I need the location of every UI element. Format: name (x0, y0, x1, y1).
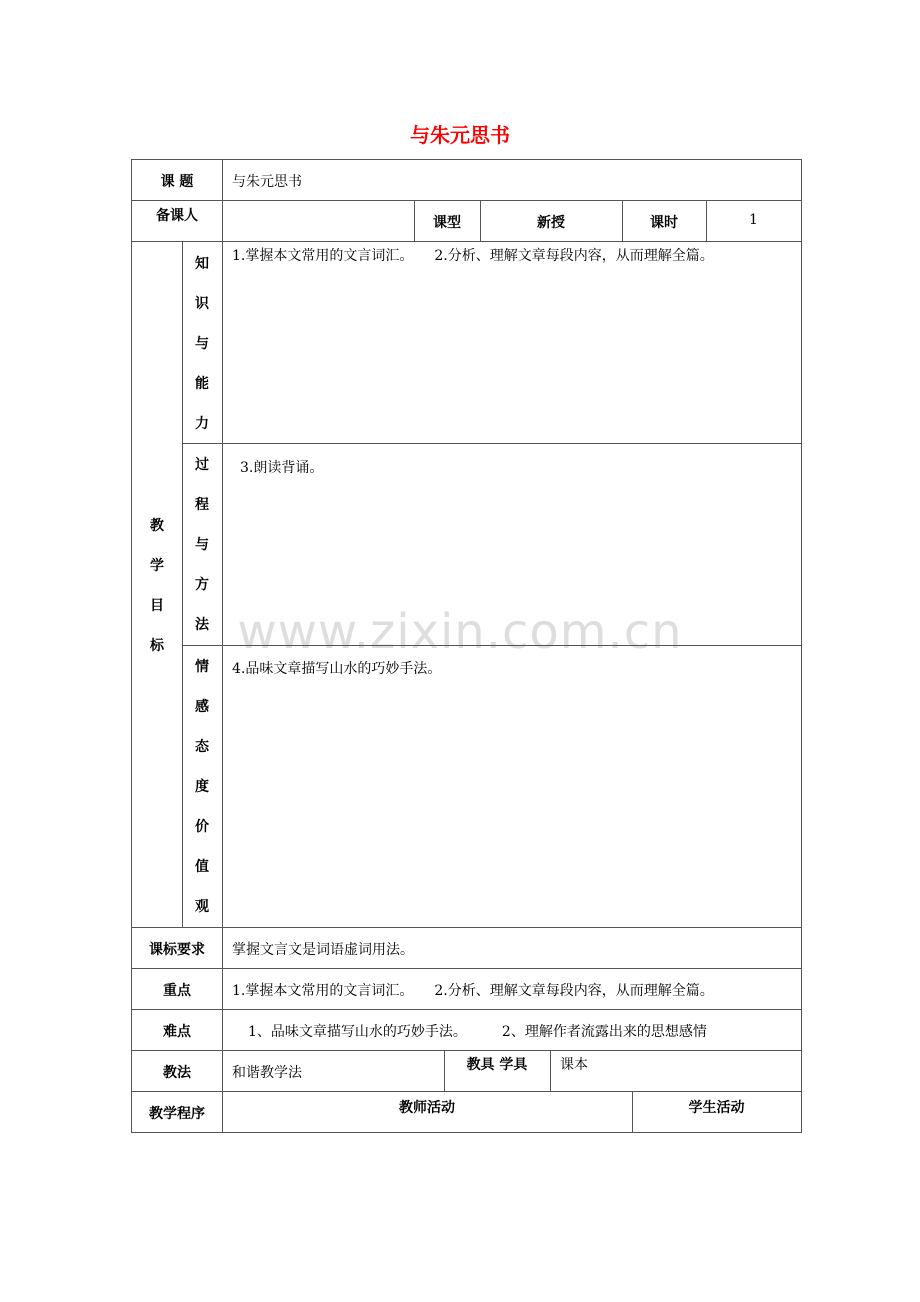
method-row (131, 1050, 802, 1092)
document-title: 与朱元思书 (410, 123, 510, 147)
difficulty-label: 难点 (163, 1024, 191, 1040)
topic-value: 与朱元思书 (232, 174, 302, 190)
procedure-label: 教学程序 (149, 1106, 205, 1122)
emotion-value: 4.品味文章描写山水的巧妙手法。 (232, 661, 442, 677)
hours-label: 课时 (650, 215, 678, 231)
method-label: 教法 (163, 1065, 191, 1081)
tools-label: 教具 学具 (466, 1057, 528, 1073)
topic-label: 课 题 (160, 174, 194, 190)
procedure-row (131, 1091, 802, 1133)
emotion-label: 情 感 态 度 价 值 观 (195, 659, 209, 915)
difficulty-value: 1、品味文章描写山水的巧妙手法。 2、理解作者流露出来的思想感情 (248, 1024, 707, 1040)
process-label: 过 程 与 方 法 (195, 457, 209, 633)
topic-row (131, 159, 802, 201)
objectives-label: 教 学 目 标 (150, 518, 164, 654)
key-label: 重点 (163, 983, 191, 999)
type-label: 课型 (433, 215, 461, 231)
method-value: 和谐教学法 (232, 1065, 302, 1081)
preparer-label: 备课人 (156, 208, 198, 224)
tools-value: 课本 (560, 1057, 588, 1073)
standard-value: 掌握文言文是词语虚词用法。 (232, 942, 414, 958)
preparer-row (131, 200, 802, 242)
difficulty-row (131, 1009, 802, 1051)
key-value: 1.掌握本文常用的文言词汇。 2.分析、理解文章每段内容，从而理解全篇。 (232, 983, 714, 999)
standard-row (131, 927, 802, 969)
watermark: www.zixin.com.cn (237, 604, 683, 660)
type-value: 新授 (537, 215, 565, 231)
knowledge-value: 1.掌握本文常用的文言词汇。 2.分析、理解文章每段内容，从而理解全篇。 (232, 248, 714, 264)
standard-label: 课标要求 (149, 942, 205, 958)
teacher-activity-label: 教师活动 (399, 1100, 455, 1116)
student-activity-label: 学生活动 (688, 1100, 745, 1116)
key-row (131, 968, 802, 1010)
process-value: 3.朗读背诵。 (240, 460, 324, 476)
hours-value: 1 (749, 212, 758, 228)
objectives-block (131, 241, 802, 928)
knowledge-label: 知 识 与 能 力 (195, 256, 209, 432)
